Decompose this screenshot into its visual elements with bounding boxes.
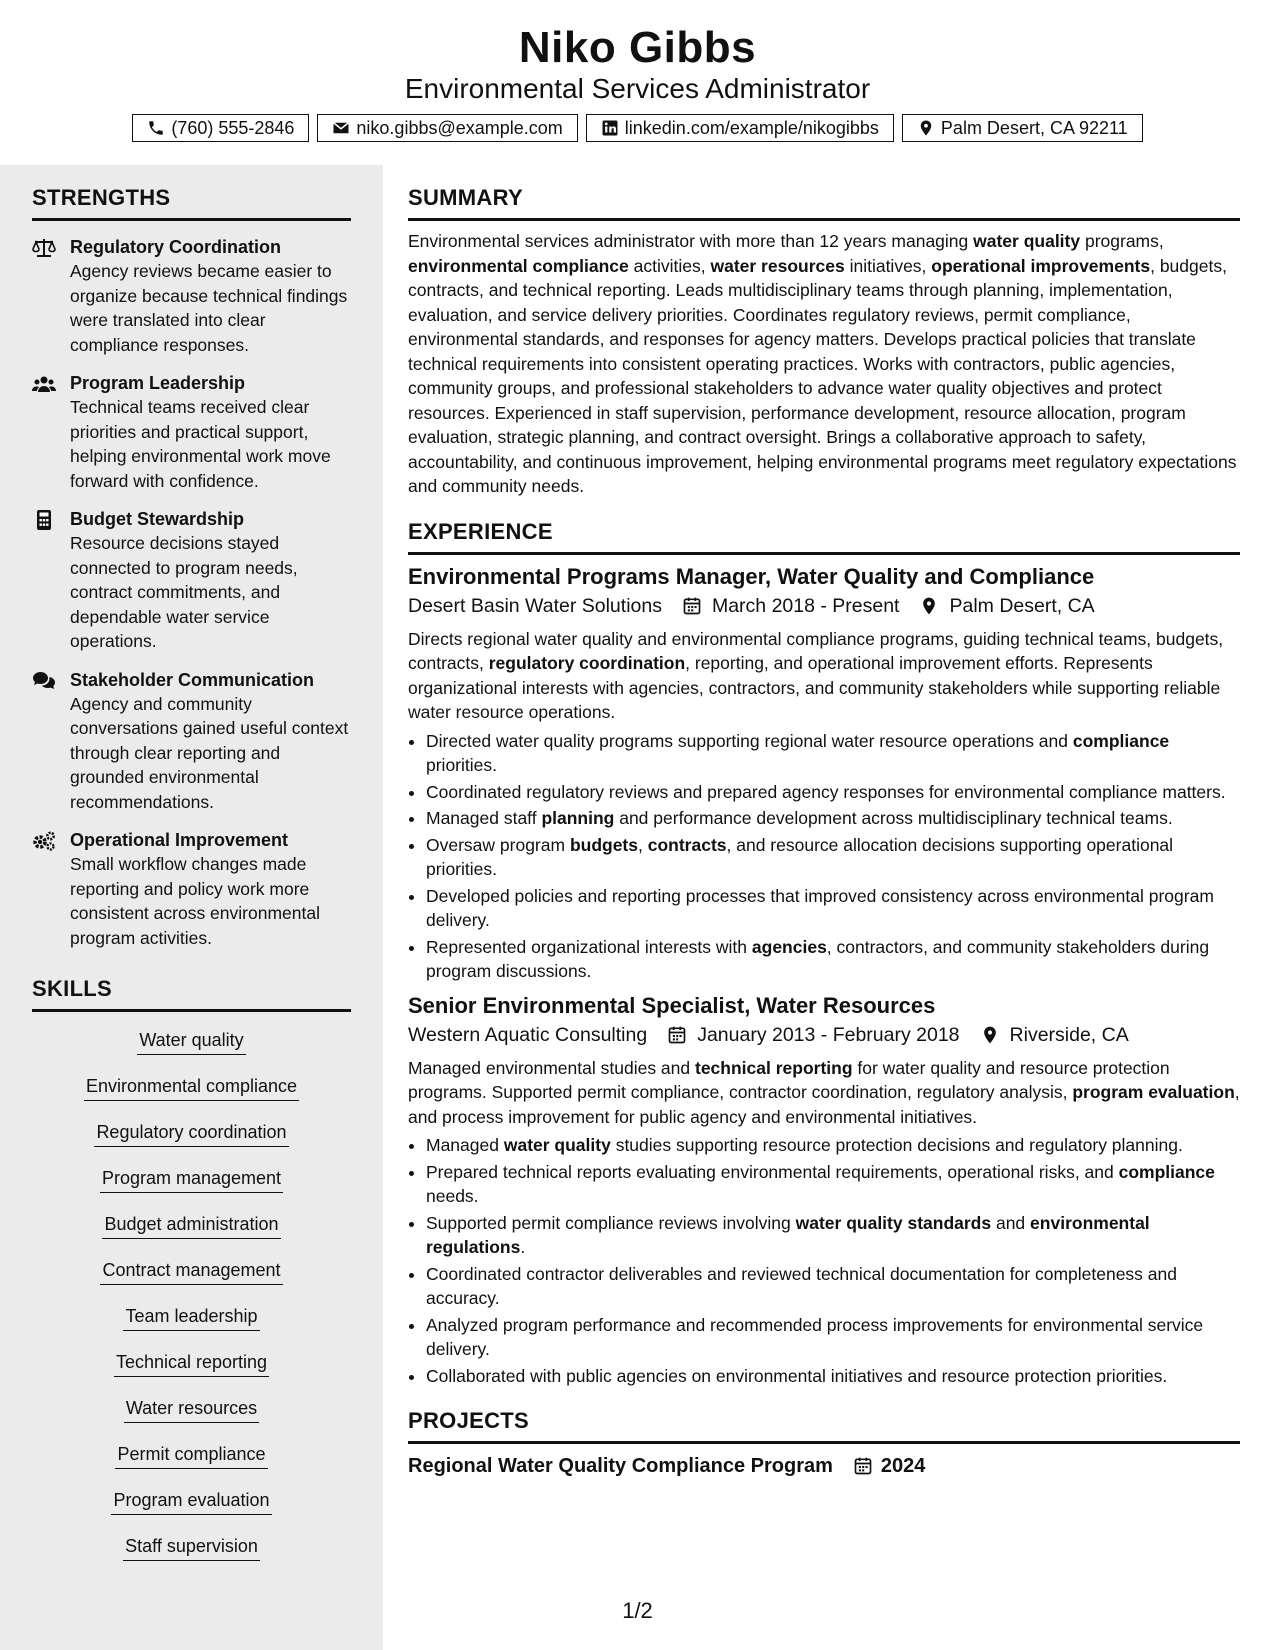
bold-keyword: water quality standards <box>795 1212 992 1233</box>
strength-title: Program Leadership <box>70 373 246 393</box>
skill-item: Environmental compliance <box>84 1074 299 1101</box>
job-location: Palm Desert, CA <box>949 594 1095 617</box>
skill-item: Contract management <box>100 1258 282 1285</box>
skill-item: Permit compliance <box>115 1442 267 1469</box>
skill-item: Water quality <box>137 1028 245 1055</box>
strength-desc: Small workflow changes made reporting and policy work more consistent across environmental program activities. <box>70 854 320 948</box>
contact-phone-text: (760) 555-2846 <box>171 117 295 138</box>
job-bullet: • Managed water quality studies supporting resource protection decisions and regulatory planning. <box>426 1133 1240 1158</box>
bold-keyword: water quality <box>973 231 1081 251</box>
job-bullet: • Directed water quality programs supporting regional water resource operations and compliance priorities. <box>426 729 1240 778</box>
bold-keyword: contracts <box>647 834 727 855</box>
strength-item <box>32 507 351 654</box>
skill-item: Technical reporting <box>114 1350 269 1377</box>
job-bullet: • Analyzed program performance and recommended process improvements for environmental service delivery. <box>426 1313 1240 1362</box>
skill-item: Team leadership <box>123 1304 259 1331</box>
strength-item <box>32 828 351 950</box>
bold-keyword: water resources <box>710 255 845 276</box>
bold-keyword: compliance <box>1118 1161 1215 1182</box>
strength-item <box>32 668 351 815</box>
projects-section <box>408 1406 1240 1480</box>
skill-item: Program evaluation <box>111 1488 271 1515</box>
strength-title: Operational Improvement <box>70 830 289 850</box>
contact-linkedin-text: linkedin.com/example/nikogibbs <box>624 117 879 138</box>
job-bullet: • Represented organizational interests with agencies, contractors, and community stakeholders during program discussions. <box>426 935 1240 984</box>
strengths-section <box>32 183 351 1580</box>
skill-item: Staff supervision <box>123 1534 260 1561</box>
sidebar <box>0 165 383 1650</box>
strength-desc: Agency and community conversations gained useful context through clear reporting and grounded environmental recommendations. <box>70 693 349 812</box>
job-bullets <box>408 729 1240 984</box>
contact-phone[interactable] <box>132 114 309 142</box>
job-location: Riverside, CA <box>1009 1023 1129 1046</box>
job-intro: Managed environmental studies and technical reporting for water quality and resource protection programs. Supported permit compliance, contractor coordination, regulatory analysis, program evaluation, and process improvement for public agency and environmental initiatives. <box>408 1057 1240 1127</box>
job-title: Senior Environmental Specialist, Water Resources <box>408 992 936 1018</box>
skill-item: Water resources <box>124 1396 259 1423</box>
project-title: Regional Water Quality Compliance Program <box>408 1455 833 1477</box>
calculator-icon <box>32 510 56 530</box>
skill-item: Program management <box>100 1166 283 1193</box>
job-bullet: • Developed policies and reporting processes that improved consistency across environmental program delivery. <box>426 884 1240 933</box>
bold-keyword: environmental regulations <box>426 1212 1150 1257</box>
linkedin-icon <box>601 119 619 137</box>
bold-keyword: planning <box>541 808 615 828</box>
strength-item <box>32 371 351 493</box>
skills-heading: SKILLS <box>32 974 351 1012</box>
bold-keyword: agencies <box>751 936 827 957</box>
strength-title: Budget Stewardship <box>70 509 245 529</box>
strength-title: Stakeholder Communication <box>70 669 315 690</box>
envelope-icon <box>332 119 350 137</box>
job-intro: Directs regional water quality and environmental compliance programs, guiding technical teams, budgets, contracts, regulatory coordination, reporting, and operational improvement efforts. Represents organizational interests with agencies, contractors, and community stakeholders while supporting reliable water resource operations. <box>408 628 1224 722</box>
strengths-heading: STRENGTHS <box>32 183 351 221</box>
job-bullet: • Coordinated regulatory reviews and prepared agency responses for environmental compliance matters. <box>426 780 1240 805</box>
bold-keyword: regulatory coordination <box>488 653 686 673</box>
job-company: Western Aquatic Consulting <box>408 1023 648 1046</box>
contact-email[interactable] <box>317 114 577 142</box>
job-title: Environmental Programs Manager, Water Quality and Compliance <box>408 563 1095 589</box>
summary-heading: SUMMARY <box>408 183 1240 221</box>
projects-heading: PROJECTS <box>408 1406 1240 1444</box>
bold-keyword: technical reporting <box>695 1057 853 1078</box>
gears-icon <box>32 831 56 851</box>
page-number: 1/2 <box>622 1598 653 1623</box>
contact-bar <box>0 114 1275 142</box>
strength-desc: Technical teams received clear priorities and practical support, helping environmental work move forward with confidence. <box>70 397 331 491</box>
job-company: Desert Basin Water Solutions <box>408 594 662 617</box>
strength-item <box>32 235 351 357</box>
users-icon <box>32 374 56 394</box>
contact-location <box>902 114 1143 142</box>
calendar-icon <box>682 596 702 616</box>
strength-title: Regulatory Coordination <box>70 237 281 257</box>
chat-icon <box>32 671 56 691</box>
skill-item: Budget administration <box>102 1212 280 1239</box>
map-pin-icon <box>919 596 939 616</box>
map-pin-icon <box>980 1025 1000 1045</box>
strength-desc: Resource decisions stayed connected to program needs, contract commitments, and dependable water service operations. <box>70 533 298 651</box>
job-entry <box>408 992 1240 1389</box>
resume-header <box>0 0 1275 160</box>
contact-email-text: niko.gibbs@example.com <box>356 117 563 138</box>
bold-keyword: program evaluation <box>1072 1082 1235 1102</box>
project-entry <box>408 1452 1240 1480</box>
job-bullet: • Supported permit compliance reviews involving water quality standards and environmental regulations. <box>426 1211 1240 1260</box>
job-bullet: • Coordinated contractor deliverables and reviewed technical documentation for completeness and accuracy. <box>426 1262 1240 1311</box>
strength-desc: Agency reviews became easier to organize because technical findings were translated into clear compliance responses. <box>70 261 348 355</box>
phone-icon <box>147 119 165 137</box>
candidate-name: Niko Gibbs <box>518 23 757 72</box>
skill-item: Regulatory coordination <box>94 1120 288 1147</box>
job-bullet: • Prepared technical reports evaluating environmental requirements, operational risks, and compliance needs. <box>426 1160 1240 1209</box>
candidate-title: Environmental Services Administrator <box>404 73 871 104</box>
bold-keyword: environmental compliance <box>408 255 629 276</box>
job-meta <box>408 1020 1240 1050</box>
job-meta <box>408 591 1240 621</box>
calendar-icon <box>853 1456 873 1476</box>
bold-keyword: water quality <box>503 1135 611 1155</box>
bold-keyword: budgets <box>569 834 638 855</box>
job-bullet: • Collaborated with public agencies on environmental initiatives and resource protection priorities. <box>426 1364 1240 1389</box>
bold-keyword: operational improvements <box>931 255 1151 276</box>
contact-location-text: Palm Desert, CA 92211 <box>940 117 1128 138</box>
bold-keyword: compliance <box>1072 730 1170 751</box>
map-pin-icon <box>917 119 935 137</box>
job-dates: March 2018 - Present <box>711 594 900 617</box>
scale-icon <box>32 238 56 258</box>
job-bullet: • Managed staff planning and performance development across multidisciplinary technical teams. <box>426 806 1240 831</box>
job-bullets <box>408 1133 1240 1388</box>
experience-section <box>408 517 1240 1389</box>
skills-list <box>32 1028 351 1580</box>
experience-heading: EXPERIENCE <box>408 517 1240 555</box>
contact-linkedin[interactable] <box>586 114 894 142</box>
main-content <box>408 183 1240 1480</box>
project-year: 2024 <box>880 1455 926 1477</box>
job-dates: January 2013 - February 2018 <box>697 1023 960 1046</box>
summary-text: Environmental services administrator with more than 12 years managing water quality programs, environmental compliance activities, water resources initiatives, operational improvements, budgets, contracts, and technical reporting. Leads multidisciplinary teams through planning, implementation, evaluation, and service delivery priorities. Coordinates regulatory reviews, permit compliance, environmental standards, and responses for agency matters. Develops practical policies that translate technical requirements into consistent operating practices. Works with contractors, public agencies, community groups, and professional stakeholders to advance water quality objectives and protect resources. Experienced in staff supervision, performance development, resource allocation, program evaluation, strategic planning, and contract oversight. Brings a collaborative approach to safety, accountability, and continuous improvement, helping environmental programs meet regulatory expectations and community needs. <box>408 231 1237 496</box>
job-bullet: • Oversaw program budgets, contracts, and resource allocation decisions supporting operational priorities. <box>426 833 1240 882</box>
calendar-icon <box>667 1025 687 1045</box>
job-entry <box>408 563 1240 984</box>
